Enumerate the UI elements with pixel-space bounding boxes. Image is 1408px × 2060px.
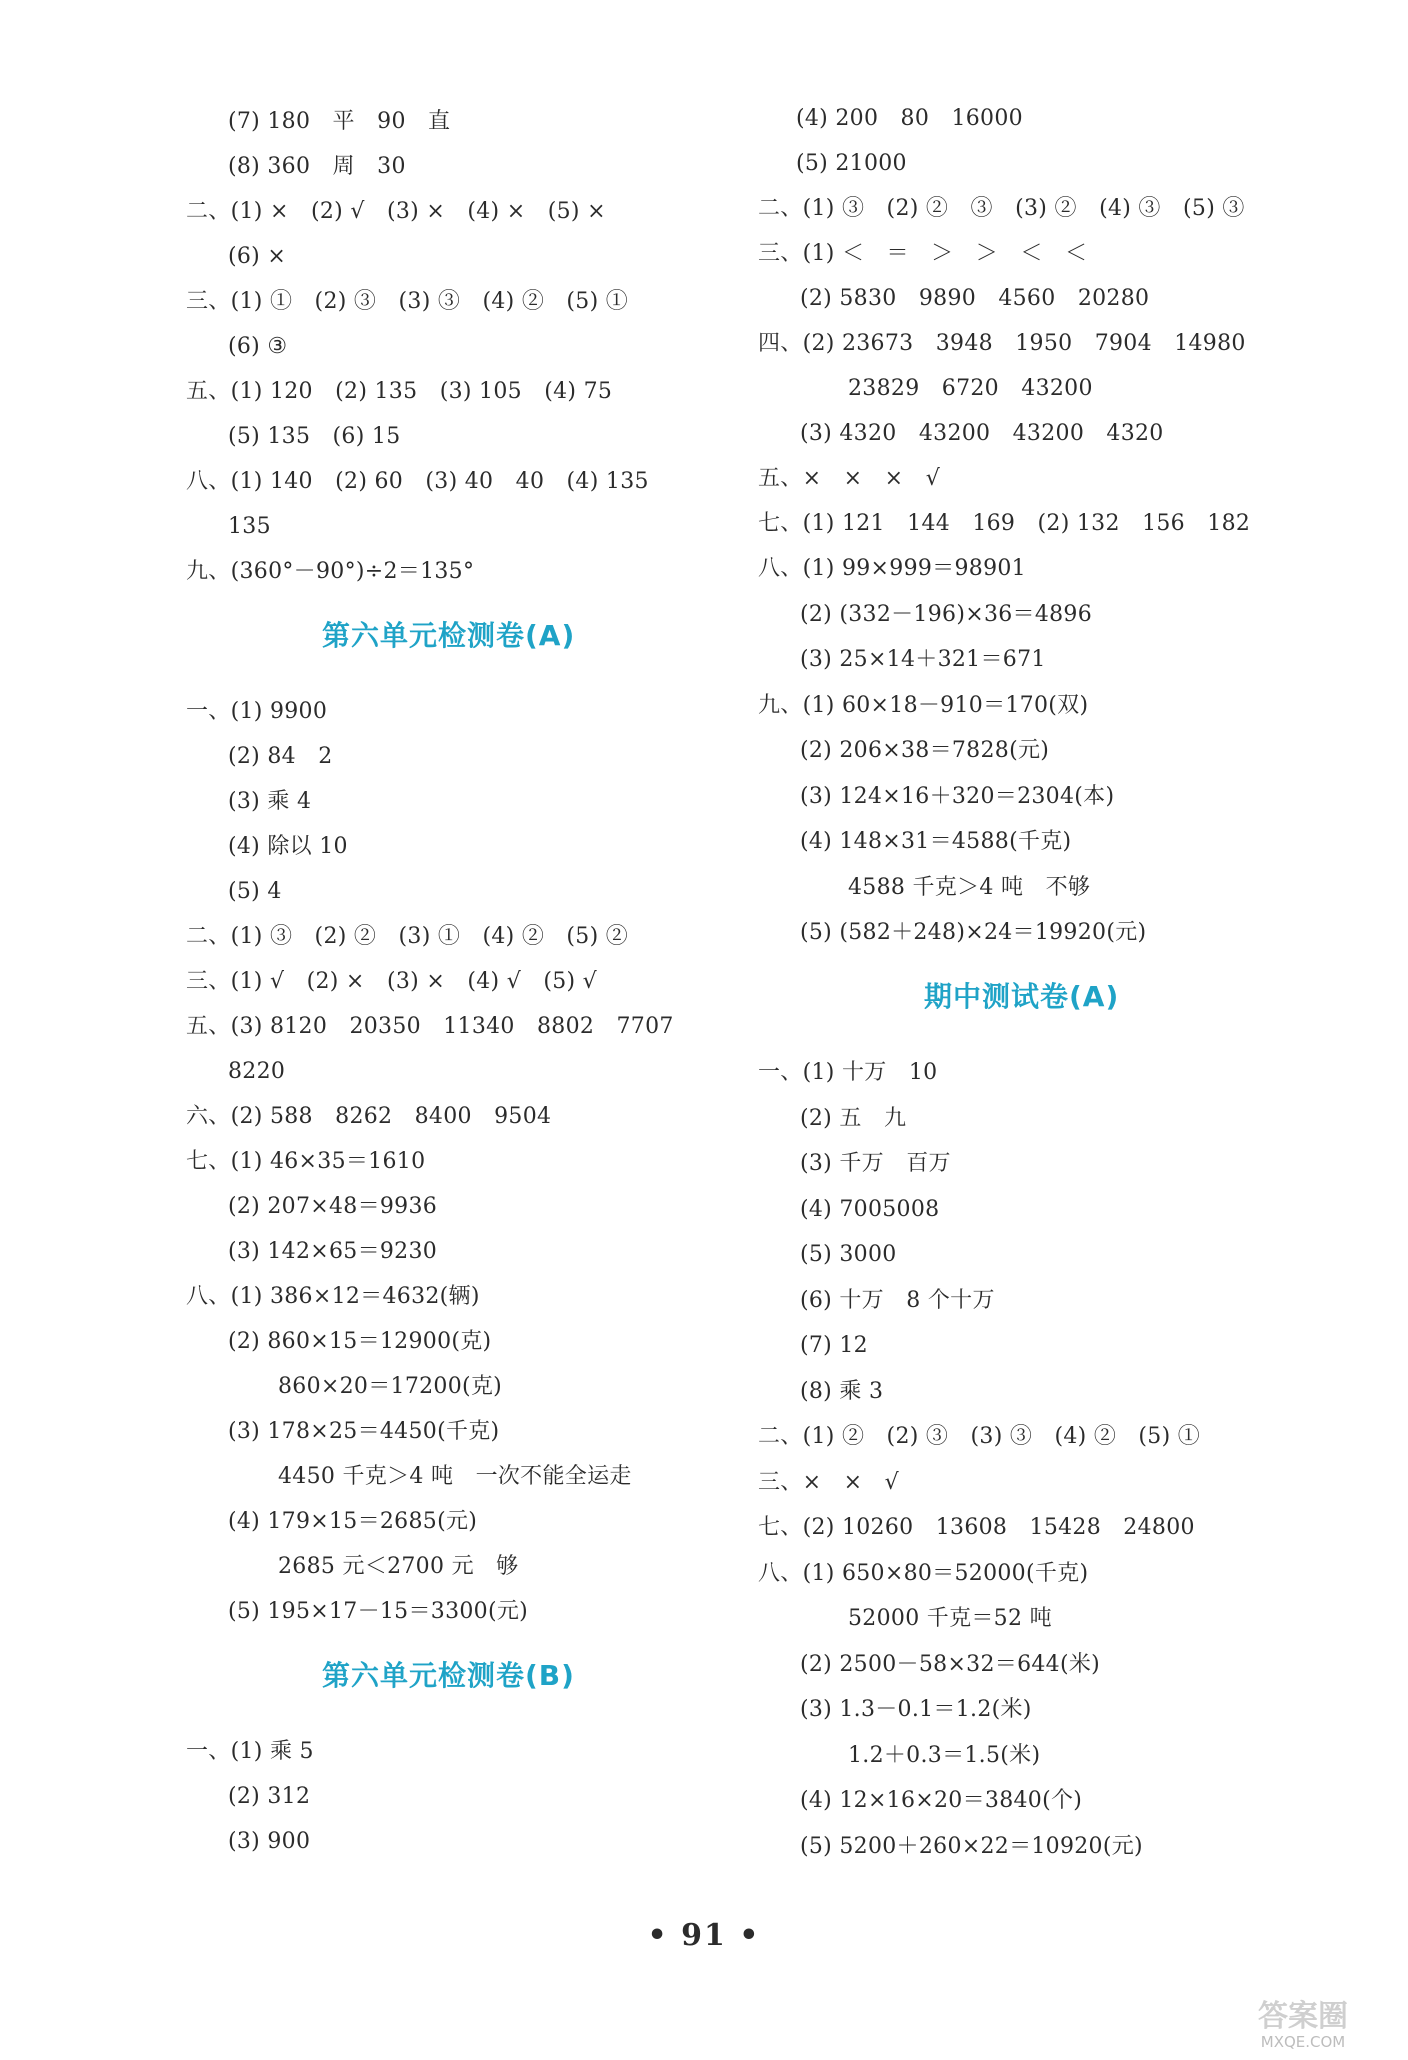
- watermark-logo-text: 答案圈: [1258, 1999, 1348, 2034]
- answer-line: (3) 25×14＋321＝671: [800, 647, 1046, 672]
- answer-line: (2) 84 2: [228, 744, 333, 769]
- answer-line: (2) 207×48＝9936: [228, 1194, 438, 1219]
- answer-line: 九、(1) 60×18－910＝170(双): [758, 693, 1089, 718]
- section-heading: 期中测试卷(A): [924, 980, 1120, 1013]
- answer-line: (7) 12: [800, 1333, 868, 1358]
- answer-line: 三、(1) ＜ ＝ ＞ ＞ ＜ ＜: [758, 241, 1088, 266]
- answer-line: 135: [228, 514, 271, 539]
- answer-line: 1.2＋0.3＝1.5(米): [848, 1743, 1041, 1768]
- answer-line: (6) ③: [228, 334, 288, 359]
- answer-line: 八、(1) 99×999＝98901: [758, 556, 1026, 581]
- answer-line: 二、(1) × (2) √ (3) × (4) × (5) ×: [186, 199, 606, 224]
- answer-line: (5) 3000: [800, 1242, 897, 1267]
- answer-line: 8220: [228, 1059, 286, 1084]
- answer-line: (4) 7005008: [800, 1197, 940, 1222]
- answer-line: 五、(3) 8120 20350 11340 8802 7707: [186, 1014, 674, 1039]
- section-heading: 第六单元检测卷(A): [322, 619, 576, 652]
- answer-line: 七、(1) 121 144 169 (2) 132 156 182: [758, 511, 1251, 536]
- answer-line: 九、(360°－90°)÷2＝135°: [186, 559, 475, 584]
- answer-line: (2) 860×15＝12900(克): [228, 1329, 492, 1354]
- answer-line: 2685 元＜2700 元 够: [278, 1554, 519, 1579]
- answer-line: (2) 206×38＝7828(元): [800, 738, 1050, 763]
- answer-line: 五、(1) 120 (2) 135 (3) 105 (4) 75: [186, 379, 613, 404]
- answer-line: (5) 195×17－15＝3300(元): [228, 1599, 529, 1624]
- answer-line: 七、(1) 46×35＝1610: [186, 1149, 426, 1174]
- answer-line: (8) 乘 3: [800, 1379, 884, 1404]
- answer-line: (5) (582＋248)×24＝19920(元): [800, 920, 1147, 945]
- answer-line: (6) ×: [228, 244, 287, 269]
- answer-line: 二、(1) ③ (2) ② ③ (3) ② (4) ③ (5) ③: [758, 196, 1245, 221]
- answer-line: 四、(2) 23673 3948 1950 7904 14980: [758, 331, 1246, 356]
- watermark-url-text: MXQE.COM: [1260, 2033, 1346, 2051]
- answer-line: 4450 千克＞4 吨 一次不能全运走: [278, 1464, 632, 1489]
- answer-line: 八、(1) 386×12＝4632(辆): [186, 1284, 480, 1309]
- answer-line: (5) 135 (6) 15: [228, 424, 401, 449]
- answer-line: (2) 5830 9890 4560 20280: [800, 286, 1150, 311]
- answer-line: (2) 312: [228, 1784, 311, 1809]
- answer-line: 二、(1) ② (2) ③ (3) ③ (4) ② (5) ①: [758, 1424, 1201, 1449]
- answer-line: 三、× × √: [758, 1470, 899, 1495]
- answer-line: (4) 12×16×20＝3840(个): [800, 1788, 1083, 1813]
- watermark-logo: [1218, 1992, 1388, 2052]
- answer-line: (3) 千万 百万: [800, 1151, 951, 1176]
- answer-line: (5) 5200＋260×22＝10920(元): [800, 1834, 1143, 1859]
- answer-line: (3) 乘 4: [228, 789, 312, 814]
- watermark-logo-graphic: [1218, 1992, 1388, 2052]
- answer-line: 4588 千克＞4 吨 不够: [848, 875, 1091, 900]
- answer-line: (3) 142×65＝9230: [228, 1239, 438, 1264]
- answer-line: 七、(2) 10260 13608 15428 24800: [758, 1515, 1195, 1540]
- answer-line: 三、(1) √ (2) × (3) × (4) √ (5) √: [186, 969, 598, 994]
- answer-line: (3) 1.3－0.1＝1.2(米): [800, 1697, 1032, 1722]
- answer-line: (2) 2500－58×32＝644(米): [800, 1652, 1101, 1677]
- section-heading: 第六单元检测卷(B): [322, 1659, 575, 1692]
- answer-line: (4) 200 80 16000: [796, 106, 1023, 131]
- answer-line: (7) 180 平 90 直: [228, 109, 451, 134]
- answer-line: 五、× × × √: [758, 466, 941, 491]
- answer-line: 860×20＝17200(克): [278, 1374, 503, 1399]
- answer-line: 23829 6720 43200: [848, 376, 1093, 401]
- answer-line: 一、(1) 十万 10: [758, 1060, 938, 1085]
- answer-line: 八、(1) 650×80＝52000(千克): [758, 1561, 1089, 1586]
- page-number: • 91 •: [647, 1918, 761, 1953]
- answer-line: 一、(1) 乘 5: [186, 1739, 314, 1764]
- answer-line: 八、(1) 140 (2) 60 (3) 40 40 (4) 135: [186, 469, 649, 494]
- answer-line: 三、(1) ① (2) ③ (3) ③ (4) ② (5) ①: [186, 289, 629, 314]
- answer-line: (5) 4: [228, 879, 282, 904]
- answer-line: (4) 148×31＝4588(千克): [800, 829, 1072, 854]
- answer-line: (3) 900: [228, 1829, 311, 1854]
- answer-line: (3) 124×16＋320＝2304(本): [800, 784, 1115, 809]
- answer-line: (8) 360 周 30: [228, 154, 406, 179]
- answer-line: 二、(1) ③ (2) ② (3) ① (4) ② (5) ②: [186, 924, 629, 949]
- answer-line: (3) 178×25＝4450(千克): [228, 1419, 500, 1444]
- answer-line: (4) 179×15＝2685(元): [228, 1509, 478, 1534]
- answer-line: (4) 除以 10: [228, 834, 348, 859]
- answer-line: (3) 4320 43200 43200 4320: [800, 421, 1164, 446]
- answer-line: (5) 21000: [796, 151, 907, 176]
- answer-line: (2) (332－196)×36＝4896: [800, 602, 1093, 627]
- answer-line: 52000 千克＝52 吨: [848, 1606, 1052, 1631]
- answer-line: (6) 十万 8 个十万: [800, 1288, 995, 1313]
- answer-line: 六、(2) 588 8262 8400 9504: [186, 1104, 552, 1129]
- answer-line: 一、(1) 9900: [186, 699, 328, 724]
- answer-line: (2) 五 九: [800, 1106, 907, 1131]
